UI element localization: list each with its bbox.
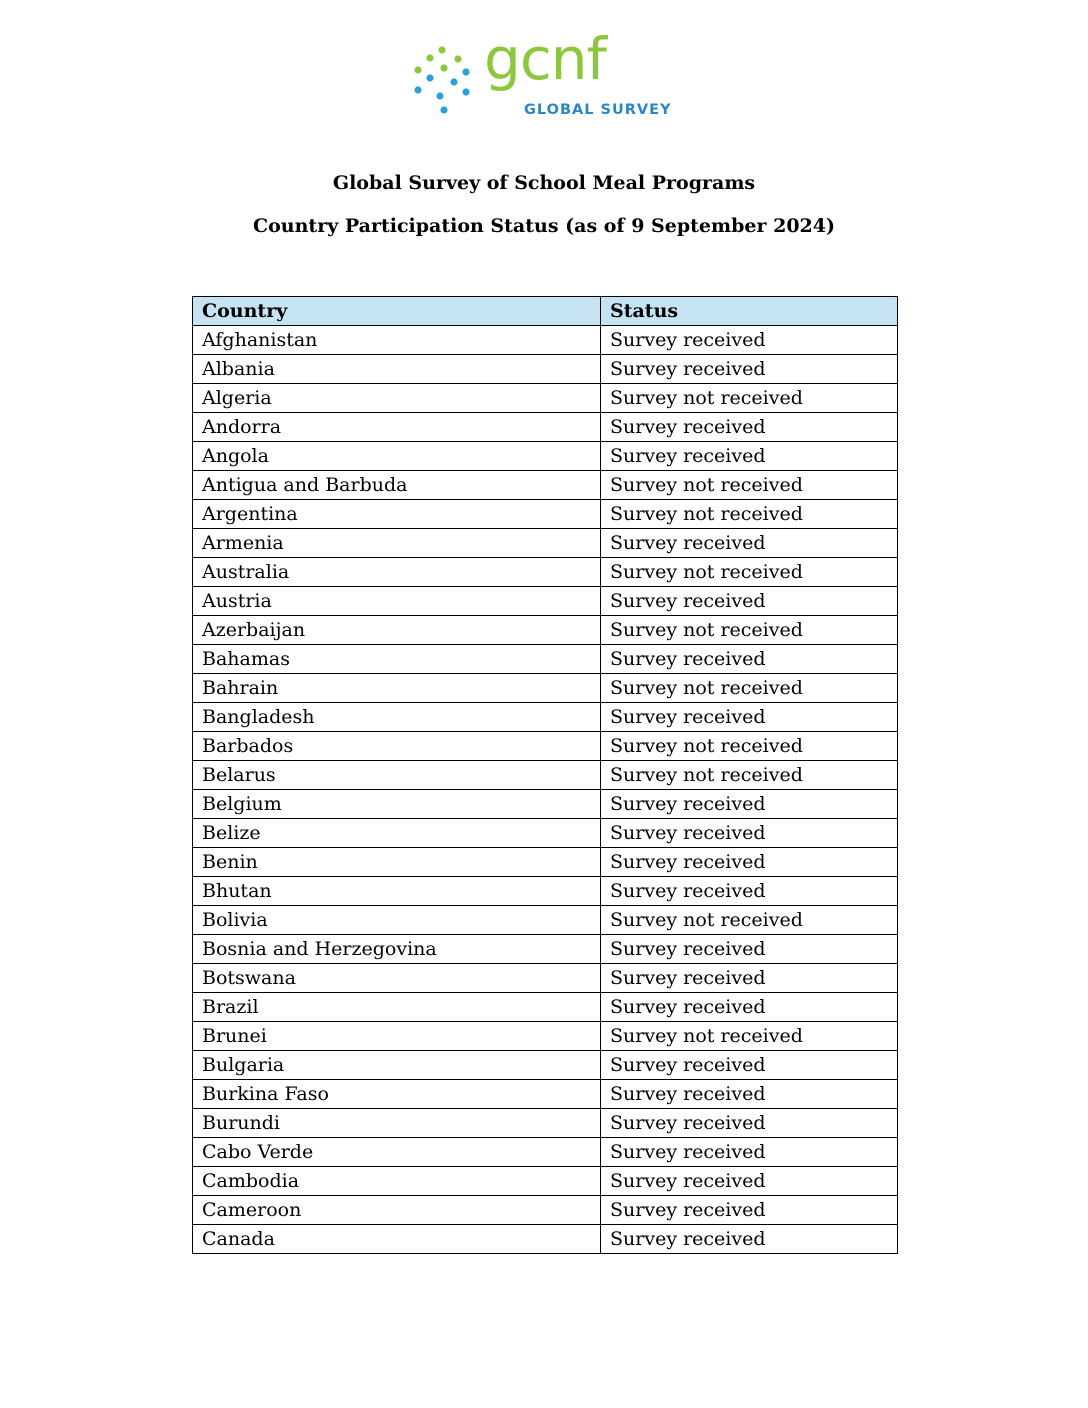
logo-dot (414, 66, 421, 73)
table-row (193, 442, 898, 471)
logo-dot (450, 78, 457, 85)
table-row (193, 558, 898, 587)
status-cell: Survey received (601, 819, 898, 848)
column-header-country: Country (193, 297, 601, 326)
table-row (193, 1138, 898, 1167)
logo-dot (454, 55, 461, 62)
country-cell: Azerbaijan (193, 616, 601, 645)
status-cell: Survey received (601, 1051, 898, 1080)
logo-dot (426, 74, 433, 81)
table-row (193, 413, 898, 442)
status-cell: Survey not received (601, 906, 898, 935)
status-cell: Survey not received (601, 1022, 898, 1051)
table-header-row (193, 297, 898, 326)
country-cell: Afghanistan (193, 326, 601, 355)
status-cell: Survey received (601, 848, 898, 877)
logo-dot (438, 46, 445, 53)
country-cell: Benin (193, 848, 601, 877)
country-cell: Australia (193, 558, 601, 587)
table-row (193, 906, 898, 935)
status-cell: Survey received (601, 645, 898, 674)
status-cell: Survey received (601, 1109, 898, 1138)
table-row (193, 471, 898, 500)
status-cell: Survey received (601, 1138, 898, 1167)
table-row (193, 500, 898, 529)
logo-dot (462, 88, 469, 95)
table-row (193, 848, 898, 877)
table-row (193, 674, 898, 703)
table-row (193, 587, 898, 616)
table-row (193, 384, 898, 413)
country-cell: Armenia (193, 529, 601, 558)
molecule-dots-icon (414, 44, 484, 114)
status-cell: Survey not received (601, 616, 898, 645)
country-cell: Bulgaria (193, 1051, 601, 1080)
table-row (193, 1109, 898, 1138)
logo-dot (440, 64, 447, 71)
status-cell: Survey not received (601, 761, 898, 790)
logo-wordmark: gcnf (484, 25, 606, 93)
table-row (193, 819, 898, 848)
table-row (193, 1051, 898, 1080)
logo-dot (426, 54, 433, 61)
country-cell: Belarus (193, 761, 601, 790)
status-cell: Survey not received (601, 384, 898, 413)
country-cell: Bahrain (193, 674, 601, 703)
country-cell: Bahamas (193, 645, 601, 674)
country-cell: Canada (193, 1225, 601, 1254)
participation-table (192, 296, 898, 1254)
table-row (193, 1167, 898, 1196)
country-cell: Angola (193, 442, 601, 471)
table-row (193, 732, 898, 761)
status-cell: Survey received (601, 790, 898, 819)
country-cell: Barbados (193, 732, 601, 761)
status-cell: Survey received (601, 413, 898, 442)
status-cell: Survey not received (601, 500, 898, 529)
country-cell: Argentina (193, 500, 601, 529)
country-cell: Bolivia (193, 906, 601, 935)
country-cell: Albania (193, 355, 601, 384)
country-cell: Cameroon (193, 1196, 601, 1225)
country-cell: Belize (193, 819, 601, 848)
table-row (193, 616, 898, 645)
status-cell: Survey received (601, 326, 898, 355)
status-cell: Survey not received (601, 674, 898, 703)
status-cell: Survey received (601, 877, 898, 906)
table-row (193, 1196, 898, 1225)
table-row (193, 790, 898, 819)
logo-subtitle: GLOBAL SURVEY (524, 102, 672, 118)
country-cell: Andorra (193, 413, 601, 442)
status-cell: Survey received (601, 1225, 898, 1254)
table-row (193, 964, 898, 993)
column-header-status: Status (601, 297, 898, 326)
status-cell: Survey not received (601, 471, 898, 500)
status-cell: Survey received (601, 529, 898, 558)
country-cell: Bhutan (193, 877, 601, 906)
country-cell: Austria (193, 587, 601, 616)
table-row (193, 529, 898, 558)
logo-dot (462, 68, 469, 75)
status-cell: Survey received (601, 442, 898, 471)
gcnf-logo (414, 25, 674, 124)
country-cell: Bangladesh (193, 703, 601, 732)
country-cell: Brazil (193, 993, 601, 1022)
table-row (193, 877, 898, 906)
table-row (193, 645, 898, 674)
status-cell: Survey received (601, 964, 898, 993)
country-cell: Belgium (193, 790, 601, 819)
country-cell: Algeria (193, 384, 601, 413)
country-cell: Cabo Verde (193, 1138, 601, 1167)
country-cell: Burkina Faso (193, 1080, 601, 1109)
country-cell: Cambodia (193, 1167, 601, 1196)
table-row (193, 1080, 898, 1109)
country-cell: Brunei (193, 1022, 601, 1051)
table-row (193, 935, 898, 964)
table-body (193, 326, 898, 1254)
status-cell: Survey received (601, 355, 898, 384)
status-cell: Survey received (601, 587, 898, 616)
status-cell: Survey not received (601, 558, 898, 587)
status-cell: Survey received (601, 993, 898, 1022)
table-row (193, 993, 898, 1022)
status-cell: Survey received (601, 1196, 898, 1225)
document-title: Global Survey of School Meal Programs (332, 172, 756, 194)
status-cell: Survey received (601, 935, 898, 964)
table-row (193, 761, 898, 790)
table-row (193, 703, 898, 732)
table-row (193, 355, 898, 384)
status-cell: Survey received (601, 1080, 898, 1109)
country-cell: Botswana (193, 964, 601, 993)
table-row (193, 1225, 898, 1254)
logo-dot (414, 86, 421, 93)
status-cell: Survey received (601, 703, 898, 732)
country-cell: Bosnia and Herzegovina (193, 935, 601, 964)
country-cell: Burundi (193, 1109, 601, 1138)
table-row (193, 326, 898, 355)
logo-dot (440, 106, 447, 113)
logo-dot (436, 92, 443, 99)
document-subtitle: Country Participation Status (as of 9 September 2024) (253, 215, 835, 237)
table-row (193, 1022, 898, 1051)
status-cell: Survey not received (601, 732, 898, 761)
country-cell: Antigua and Barbuda (193, 471, 601, 500)
status-cell: Survey received (601, 1167, 898, 1196)
